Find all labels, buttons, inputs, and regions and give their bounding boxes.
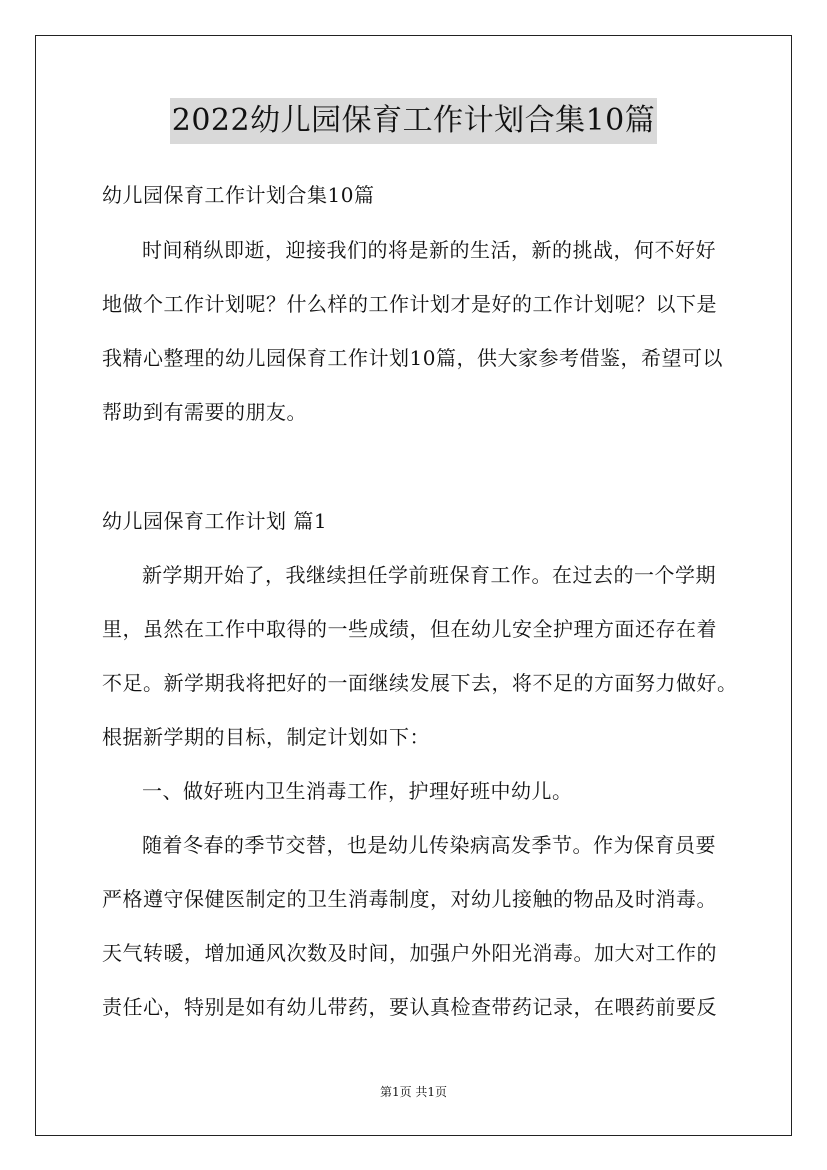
paragraph-line: 不足。新学期我将把好的一面继续发展下去，将不足的方面努力做好。 xyxy=(102,671,738,695)
paragraph-line: 一、做好班内卫生消毒工作，护理好班中幼儿。 xyxy=(142,779,573,803)
paragraph-line: 时间稍纵即逝，迎接我们的将是新的生活，新的挑战，何不好好 xyxy=(142,238,716,262)
paragraph-line: 我精心整理的幼儿园保育工作计划10篇，供大家参考借鉴，希望可以 xyxy=(102,346,723,370)
section-heading: 幼儿园保育工作计划 篇1 xyxy=(102,509,328,533)
paragraph-line: 随着冬春的季节交替，也是幼儿传染病高发季节。作为保育员要 xyxy=(142,833,716,857)
page-footer: 第1页 共1页 xyxy=(379,1085,448,1099)
paragraph-line: 地做个工作计划呢？什么样的工作计划才是好的工作计划呢？以下是 xyxy=(102,292,717,316)
title-container xyxy=(0,98,827,144)
paragraph-line: 里，虽然在工作中取得的一些成绩，但在幼儿安全护理方面还存在着 xyxy=(102,617,717,641)
paragraph-line: 根据新学期的目标，制定计划如下： xyxy=(102,725,430,749)
document-subtitle: 幼儿园保育工作计划合集10篇 xyxy=(102,183,375,207)
paragraph-line: 新学期开始了，我继续担任学前班保育工作。在过去的一个学期 xyxy=(142,563,716,587)
paragraph-line: 帮助到有需要的朋友。 xyxy=(102,400,307,424)
paragraph-line: 责任心，特别是如有幼儿带药，要认真检查带药记录，在喂药前要反 xyxy=(102,995,717,1019)
document-title: 2022幼儿园保育工作计划合集10篇 xyxy=(170,98,658,144)
paragraph-line: 天气转暖，增加通风次数及时间，加强户外阳光消毒。加大对工作的 xyxy=(102,941,717,965)
paragraph-line: 严格遵守保健医制定的卫生消毒制度，对幼儿接触的物品及时消毒。 xyxy=(102,887,717,911)
